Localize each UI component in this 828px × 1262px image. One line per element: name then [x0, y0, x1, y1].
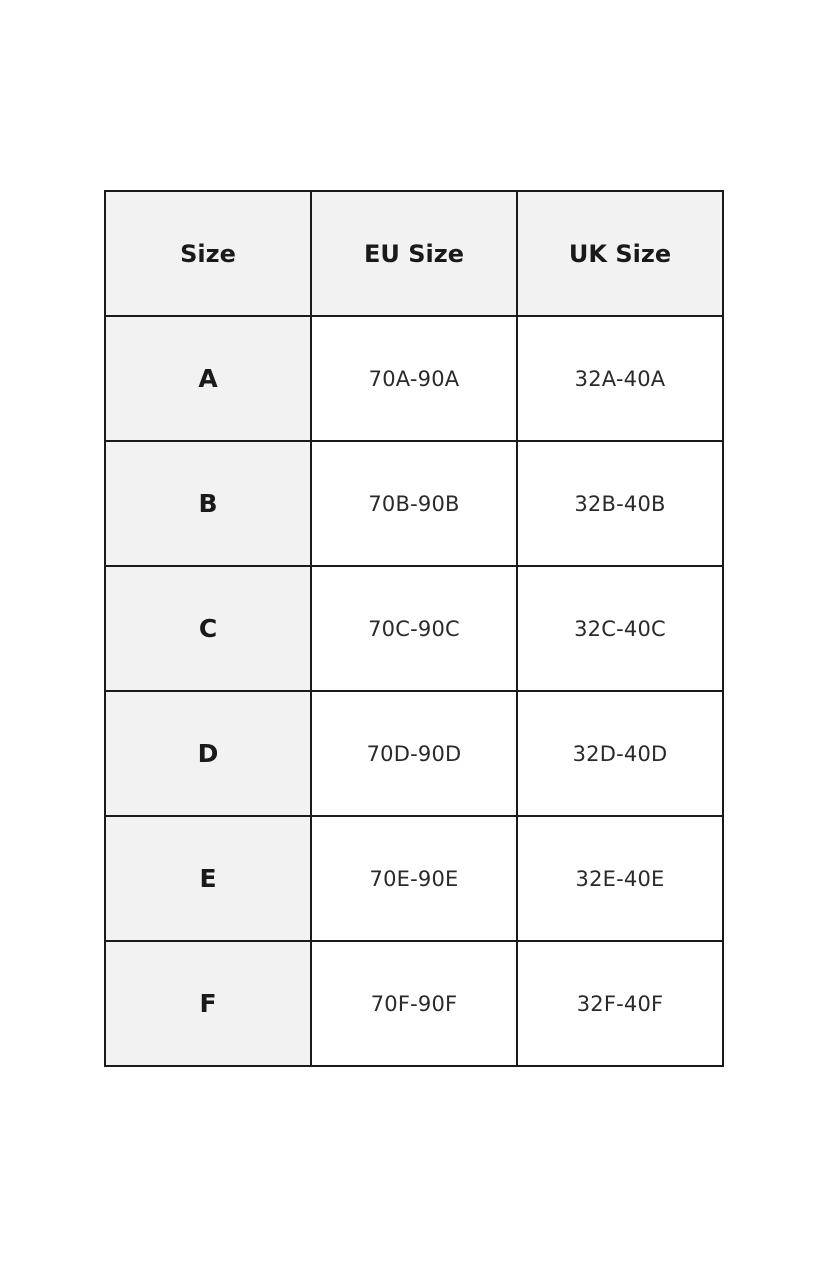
uk-size-value: 32B-40B	[517, 441, 723, 566]
table-header-row	[105, 191, 723, 316]
header-uk-size: UK Size	[517, 191, 723, 316]
table-row	[105, 941, 723, 1066]
uk-size-value: 32D-40D	[517, 691, 723, 816]
eu-size-value: 70E-90E	[311, 816, 517, 941]
uk-size-value: 32F-40F	[517, 941, 723, 1066]
uk-size-value: 32C-40C	[517, 566, 723, 691]
table-row	[105, 316, 723, 441]
eu-size-value: 70A-90A	[311, 316, 517, 441]
row-size-label: D	[105, 691, 311, 816]
eu-size-value: 70F-90F	[311, 941, 517, 1066]
table-row	[105, 691, 723, 816]
header-eu-size: EU Size	[311, 191, 517, 316]
table-row	[105, 816, 723, 941]
eu-size-value: 70B-90B	[311, 441, 517, 566]
uk-size-value: 32A-40A	[517, 316, 723, 441]
eu-size-value: 70C-90C	[311, 566, 517, 691]
eu-size-value: 70D-90D	[311, 691, 517, 816]
table-row	[105, 566, 723, 691]
row-size-label: A	[105, 316, 311, 441]
row-size-label: C	[105, 566, 311, 691]
uk-size-value: 32E-40E	[517, 816, 723, 941]
table-row	[105, 441, 723, 566]
row-size-label: E	[105, 816, 311, 941]
size-chart-table	[104, 190, 724, 1067]
header-size: Size	[105, 191, 311, 316]
row-size-label: B	[105, 441, 311, 566]
row-size-label: F	[105, 941, 311, 1066]
